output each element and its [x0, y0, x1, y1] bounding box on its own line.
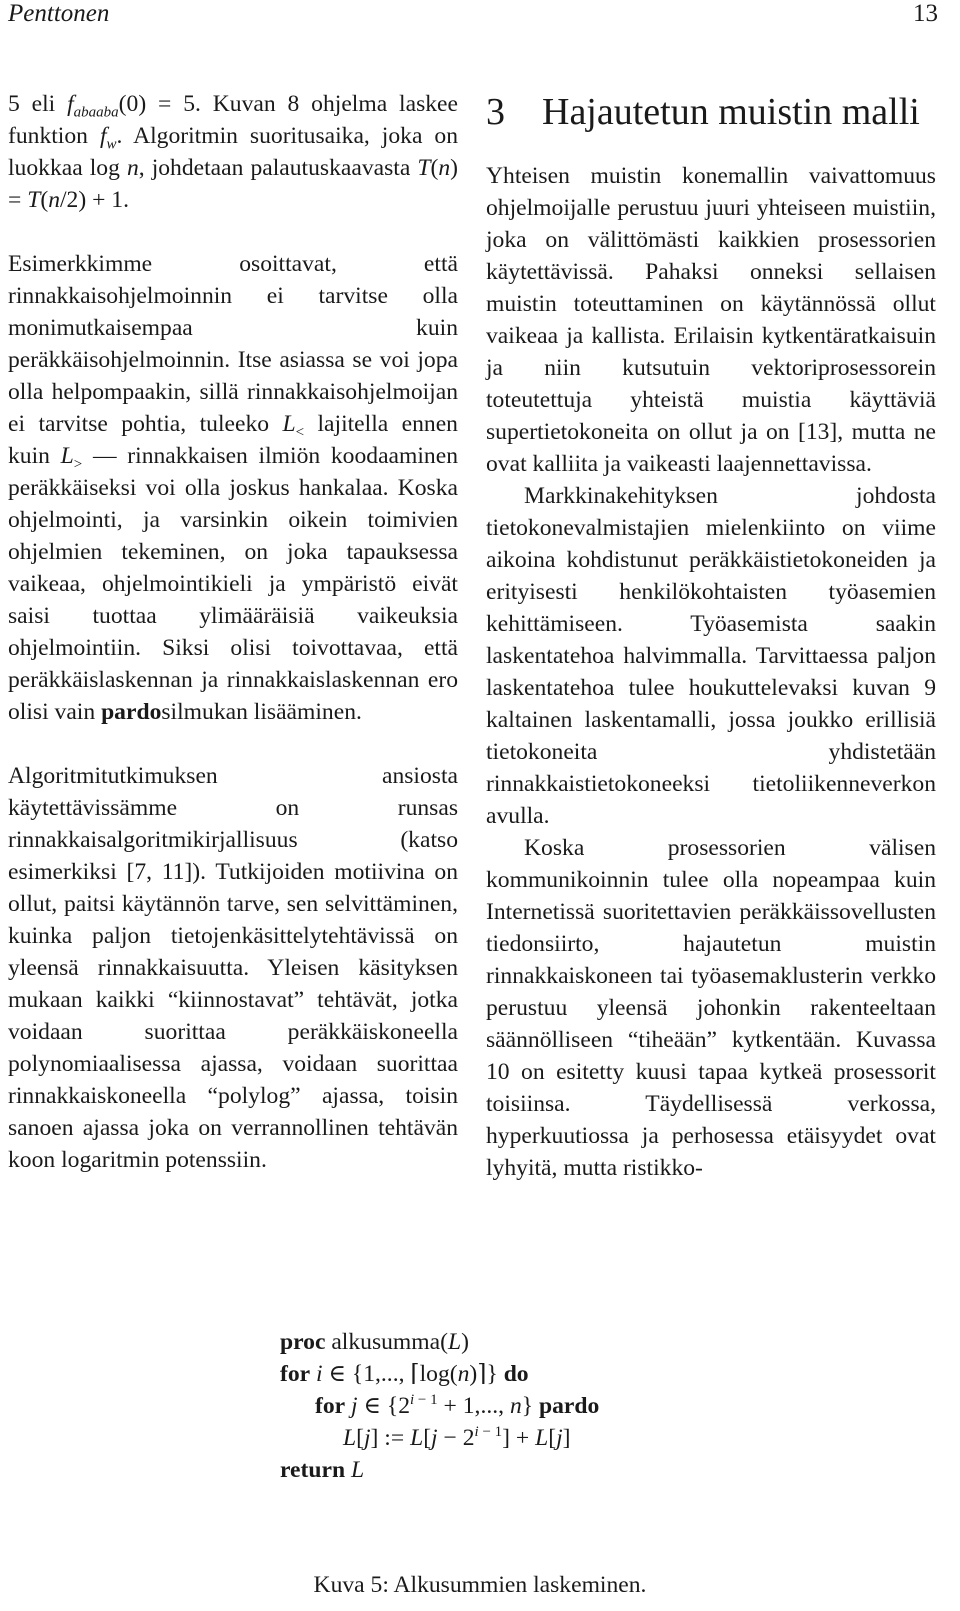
figure-caption: Kuva 5: Alkusummien laskeminen. — [313, 1572, 647, 1598]
math-var: L — [351, 1457, 365, 1483]
math-var: i — [474, 1424, 479, 1441]
math-var: L — [447, 1329, 462, 1355]
page-number: 13 — [913, 0, 938, 27]
math-var: L — [410, 1425, 424, 1451]
math-var: L — [343, 1425, 357, 1451]
math-subscript: > — [73, 456, 83, 473]
text: . Algoritmin suoritusaika, joka on luokkaa log — [8, 123, 458, 181]
math-T: T — [417, 155, 431, 181]
math-subscript: < — [295, 424, 305, 441]
text: + 1,..., — [437, 1393, 510, 1419]
math-var: j — [431, 1425, 438, 1451]
left-column — [8, 88, 458, 1176]
text: [ — [356, 1425, 364, 1451]
math-T: T — [27, 187, 41, 213]
keyword-pardo: pardo — [101, 699, 162, 725]
math-n: n — [438, 155, 451, 181]
algorithm-line — [280, 1326, 599, 1358]
keyword: do — [503, 1361, 529, 1387]
keyword: for — [280, 1361, 311, 1387]
math-n: n — [126, 155, 139, 181]
math-var: n — [509, 1393, 522, 1419]
keyword: pardo — [538, 1393, 600, 1419]
text: ) = — [8, 155, 459, 213]
paragraph-1: Yhteisen muistin konemallin vaivattomuus ohjelmoijalle perustuu juuri yhteiseen muistiin, joka on välittömästi kaikkien prosessorien käytettävissä. Pahaksi onneksi sellaisen muistin toteuttaminen on käytännössä ollut vaikeaa ja kallista. Erilaisin kytkentäratkaisuin ja niin kutsutuin vektoriprosessorein toteutettuja yhteistä muistia käyttäviä supertietokoneita on ollut ja on [13], mutta ne ovat kalliita ja vaikeasti laajennettavissa. — [486, 163, 936, 477]
math-var: L — [535, 1425, 549, 1451]
paragraph-3: Koska prosessorien välisen kommunikoinnin tulee olla nopeampaa kuin Internetissä suoritettavien peräkkäissovellusten tiedonsiirto, hajautetun muistin rinnakkaiskoneen tai työasemaklusterin verkko perustuu yleensä johonkin rakenteeltaan säännölliseen “tiheään” kytkentään. Kuvassa 10 on esitetty kuusi tapaa kytkeä prosessorit toisiinsa. Täydellisessä verkossa, hyperkuutiossa ja perhosessa etäisyydet ovat lyhyitä, mutta ristikko- — [486, 835, 936, 1181]
math-var: j — [363, 1425, 371, 1451]
text: ] := — [370, 1425, 411, 1451]
math-f: f — [67, 91, 74, 117]
text: ) — [461, 1329, 469, 1355]
text: − 2 — [437, 1425, 475, 1451]
section-title: Hajautetun muistin malli — [542, 91, 920, 133]
running-header — [8, 0, 938, 32]
text: lajitella ennen kuin — [8, 411, 458, 469]
math-var: j — [351, 1393, 358, 1419]
running-header-author: Penttonen — [8, 0, 110, 27]
text: ] + — [502, 1425, 536, 1451]
section-number: 3 — [486, 91, 505, 133]
text: silmukan lisääminen. — [161, 699, 362, 725]
math-n: n — [48, 187, 60, 213]
text: alkusumma( — [325, 1329, 448, 1355]
text: ( — [430, 155, 439, 181]
paragraph-3: Algoritmitutkimuksen ansiosta käytettävissämme on runsas rinnakkaisalgoritmikirjallisuus (katso esimerkiksi [7, 11]). Tutkijoiden motiivina on ollut, paitsi käytännön tarve, sen selvittäminen, kuinka paljon tietojenkäsittelytehtävissä on yleensä rinnakkaisuutta. Yleisen käsityksen mukaan kaikki “kiinnostavat” tehtävät, jotka voidaan suorittaa peräkkäiskoneella polynomiaalisessa ajassa, voidaan suorittaa rinnakkaiskoneella “polylog” ajassa, toisin sanoen ajassa joka on verrannollinen tehtävän koon logaritmin potenssiin. — [8, 763, 458, 1173]
algorithm-line — [280, 1454, 599, 1486]
text: − 1 — [414, 1392, 438, 1409]
paragraph-1 — [8, 88, 458, 216]
text: ( — [40, 187, 49, 213]
text: ∈ {1,..., ⌈log( — [322, 1361, 458, 1387]
keyword: proc — [280, 1329, 326, 1355]
keyword: return — [280, 1457, 346, 1483]
text: 5 eli — [8, 91, 68, 117]
paragraph-2: Markkinakehityksen johdosta tietokonevalmistajien mielenkiinto on viime aikoina kohdistunut peräkkäistietokoneiden ja erityisesti henkilökohtaisten työasemien kehittämiseen. Työasemista saakin laskentatehoa halvimmalla. Tarvittaessa paljon laskentatehoa tulee houkuttelevaksi kuvan 9 kaltainen laskentamalli, jossa joukko erillisiä tietokoneita yhdistetään rinnakkaistietokoneeksi tietoliikenneverkon avulla. — [486, 483, 936, 829]
section-heading — [486, 88, 936, 136]
keyword: for — [315, 1393, 346, 1419]
math-var: i — [410, 1392, 415, 1409]
text: — rinnakkaisen ilmiön koodaaminen peräkkäiseksi voi olla joskus hankalaa. Koska ohjelmointi, ja varsinkin oikein toimivien ohjelmien tekeminen, on joka tapauksessa vaikeaa, ohjelmointikieli ja ympäristö eivät saisi tuottaa ylimääräisiä vaikeuksia ohjelmointiin. Siksi olisi toivottavaa, että peräkkäislaskennan ja rinnakkaislaskennan ero olisi vain — [8, 443, 458, 725]
math-var: i — [316, 1361, 323, 1387]
text: Esimerkkimme osoittavat, että rinnakkaisohjelmoinnin ei tarvitse olla monimutkaisempaa kuin peräkkäisohjelmoinnin. Itse asiassa se voi jopa olla helpompaakin, sillä rinnakkaisohjelmoijan ei tarvitse pohtia, tuleeko — [8, 251, 458, 437]
text: , johdetaan palautuskaavasta — [138, 155, 418, 181]
algorithm-listing — [280, 1326, 599, 1486]
text: ] — [562, 1425, 571, 1451]
text: [ — [423, 1425, 432, 1451]
algorithm-line — [280, 1358, 599, 1390]
algorithm-line — [280, 1422, 599, 1454]
text: /2) + 1. — [60, 187, 130, 213]
math-var: n — [457, 1361, 470, 1387]
right-column — [486, 88, 936, 1184]
text: } — [521, 1393, 539, 1419]
math-subscript: w — [106, 136, 117, 153]
math-var: j — [556, 1425, 563, 1451]
math-subscript: abaaba — [73, 104, 119, 121]
text: (0) = 5. Kuvan 8 ohjelma laskee funktion — [8, 91, 458, 149]
text: [ — [548, 1425, 557, 1451]
text: ∈ {2 — [357, 1393, 410, 1419]
math-f: f — [99, 123, 107, 149]
math-L: L — [60, 443, 74, 469]
text: )⌉} — [469, 1361, 504, 1387]
paragraph-2 — [8, 248, 458, 728]
text: − 1 — [478, 1424, 503, 1441]
math-L: L — [282, 411, 296, 437]
algorithm-line — [280, 1390, 599, 1422]
